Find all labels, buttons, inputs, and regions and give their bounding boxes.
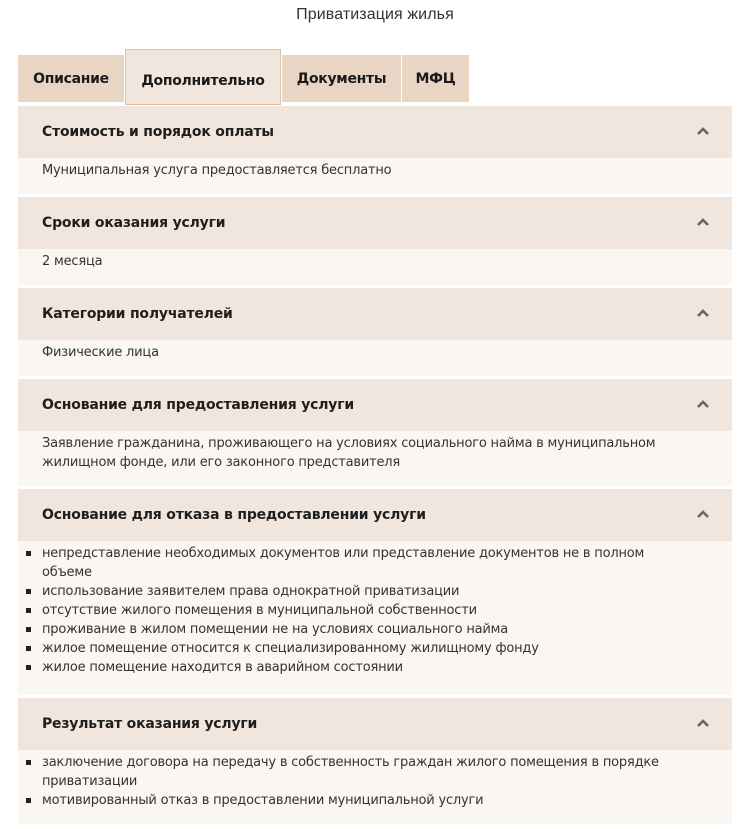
bullet-icon bbox=[26, 760, 31, 765]
list-item bbox=[42, 791, 672, 810]
section-cost bbox=[18, 106, 732, 195]
list-item bbox=[42, 639, 672, 658]
section-header-recipients[interactable] bbox=[18, 288, 732, 340]
list-item bbox=[42, 544, 672, 582]
tab-mfc[interactable]: МФЦ bbox=[402, 55, 469, 102]
page-title: Приватизация жилья bbox=[296, 6, 454, 23]
section-header-grounds[interactable] bbox=[18, 379, 732, 431]
tab-additional[interactable]: Дополнительно bbox=[125, 49, 281, 105]
list-item-text: жилое помещение относится к специализированному жилищному фонду bbox=[42, 641, 539, 656]
list-item bbox=[42, 620, 672, 639]
section-body bbox=[18, 541, 732, 696]
section-title: Стоимость и порядок оплаты bbox=[42, 124, 274, 140]
list-item bbox=[42, 753, 672, 791]
chevron-up-icon[interactable] bbox=[696, 507, 710, 521]
section-result bbox=[18, 698, 732, 825]
section-text: 2 месяца bbox=[42, 254, 103, 269]
result-list bbox=[42, 753, 672, 810]
bullet-icon bbox=[26, 798, 31, 803]
list-item bbox=[42, 658, 672, 677]
section-title: Основание для отказа в предоставлении услуги bbox=[42, 507, 426, 523]
section-grounds bbox=[18, 379, 732, 487]
section-body bbox=[18, 340, 732, 377]
bullet-icon bbox=[26, 551, 31, 556]
section-text: Физические лица bbox=[42, 345, 159, 360]
section-terms bbox=[18, 197, 732, 286]
list-item-text: мотивированный отказ в предоставлении муниципальной услуги bbox=[42, 793, 484, 808]
list-item-text: непредставление необходимых документов или представление документов не в полном объеме bbox=[42, 546, 645, 580]
tab-description[interactable]: Описание bbox=[18, 55, 124, 102]
list-item-text: проживание в жилом помещении не на условиях социального найма bbox=[42, 622, 509, 637]
section-text: Заявление гражданина, проживающего на условиях социального найма в муниципальном жилищном фонде, или его законного представителя bbox=[42, 436, 656, 470]
bullet-icon bbox=[26, 627, 31, 632]
bullet-icon bbox=[26, 589, 31, 594]
bullet-icon bbox=[26, 665, 31, 670]
list-item-text: использование заявителем права однократной приватизации bbox=[42, 584, 460, 599]
accordion-panel bbox=[18, 106, 732, 827]
chevron-up-icon[interactable] bbox=[696, 215, 710, 229]
list-item bbox=[42, 582, 672, 601]
section-title: Сроки оказания услуги bbox=[42, 215, 226, 231]
section-body bbox=[18, 750, 732, 825]
section-recipients bbox=[18, 288, 732, 377]
section-header-result[interactable] bbox=[18, 698, 732, 750]
list-item-text: отсутствие жилого помещения в муниципальной собственности bbox=[42, 603, 477, 618]
chevron-up-icon[interactable] bbox=[696, 124, 710, 138]
list-item-text: заключение договора на передачу в собственность граждан жилого помещения в порядке приватизации bbox=[42, 755, 659, 789]
refusal-list bbox=[42, 544, 672, 677]
section-text: Муниципальная услуга предоставляется бесплатно bbox=[42, 163, 392, 178]
bullet-icon bbox=[26, 646, 31, 651]
bullet-icon bbox=[26, 608, 31, 613]
section-refusal bbox=[18, 489, 732, 696]
section-title: Результат оказания услуги bbox=[42, 716, 258, 732]
section-body bbox=[18, 249, 732, 286]
tab-documents[interactable]: Документы bbox=[282, 55, 401, 102]
section-header-refusal[interactable] bbox=[18, 489, 732, 541]
section-body bbox=[18, 158, 732, 195]
chevron-up-icon[interactable] bbox=[696, 397, 710, 411]
list-item bbox=[42, 601, 672, 620]
section-title: Основание для предоставления услуги bbox=[42, 397, 354, 413]
chevron-up-icon[interactable] bbox=[696, 306, 710, 320]
list-item-text: жилое помещение находится в аварийном состоянии bbox=[42, 660, 403, 675]
chevron-up-icon[interactable] bbox=[696, 716, 710, 730]
section-title: Категории получателей bbox=[42, 306, 233, 322]
section-header-terms[interactable] bbox=[18, 197, 732, 249]
section-header-cost[interactable] bbox=[18, 106, 732, 158]
section-body bbox=[18, 431, 732, 487]
